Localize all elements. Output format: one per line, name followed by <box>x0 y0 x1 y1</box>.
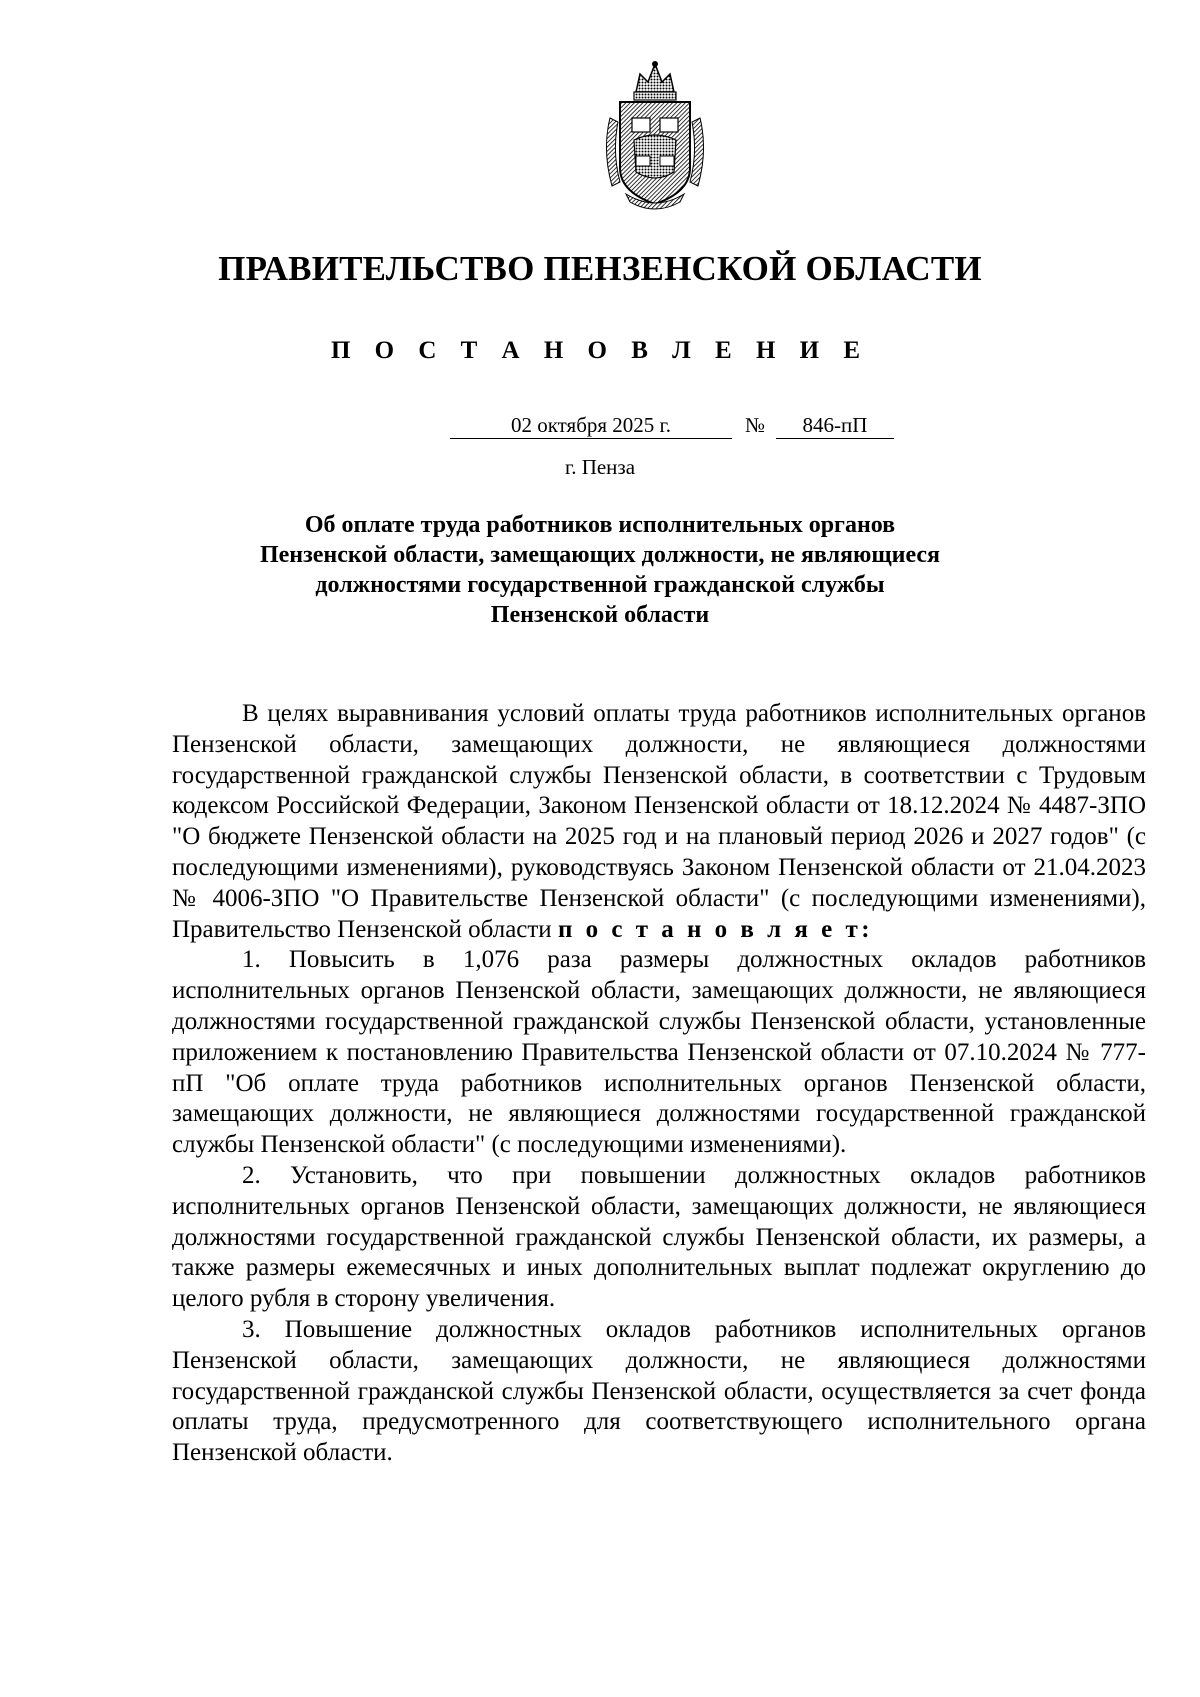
preamble-text: В целях выравнивания условий оплаты труда работников исполнительных органов Пензенской области, замещающих должности, не являющиеся должностями государственной гражданской службы Пензенской области, в соответствии с Трудовым кодексом Российской Федерации, Законом Пензенской области от 18.12.2024 № 4487-ЗПО "О бюджете Пензенской области на 2025 год и на плановый период 2026 и 2027 годов" (с последующими изменениями), руководствуясь Законом Пензенской области от 21.04.2023 № 4006-ЗПО "О Правительстве Пензенской области" (с последующими изменениями), Правительство Пензенской области <box>172 700 1146 943</box>
subject-line: Об оплате труда работников исполнительных органов <box>304 512 896 538</box>
date-number-line <box>0 410 1200 442</box>
coat-of-arms-emblem <box>596 60 714 210</box>
item-3-paragraph: 3. Повышение должностных окладов работников исполнительных органов Пензенской области, замещающих должности, не являющиеся должностями государственной гражданской службы Пензенской области, осуществляется за счет фонда оплаты труда, предусмотренного для соответствующего исполнительного органа Пензенской области. <box>172 1315 1146 1467</box>
subject-line: Пензенской области, замещающих должности, не являющиеся <box>259 542 941 568</box>
document-date: 02 октября 2025 г. <box>450 410 732 439</box>
document-number: 846-пП <box>776 410 894 439</box>
resolves-word: п о с т а н о в л я е т: <box>557 915 874 943</box>
subject-line: Пензенской области <box>490 602 710 628</box>
item-2-paragraph: 2. Установить, что при повышении должностных окладов работников исполнительных органов Пензенской области, замещающих должности, не являющиеся должностями государственной гражданской службы Пензенской области, их размеры, а также размеры ежемесячных и иных дополнительных выплат подлежат округлению до целого рубля в сторону увеличения. <box>172 1161 1146 1313</box>
subject-line: должностями государственной гражданской службы <box>315 572 885 598</box>
preamble-paragraph <box>172 699 1146 945</box>
organization-title: ПРАВИТЕЛЬСТВО ПЕНЗЕНСКОЙ ОБЛАСТИ <box>218 249 982 288</box>
document-type-heading: П О С Т А Н О В Л Е Н И Е <box>330 337 870 364</box>
item-1-paragraph: 1. Повысить в 1,076 раза размеры должностных окладов работников исполнительных органов Пензенской области, замещающих должности, не являющиеся должностями государственной гражданской службы Пензенской области, установленные приложением к постановлению Правительства Пензенской области от 07.10.2024 № 777-пП "Об оплате труда работников исполнительных органов Пензенской области, замещающих должности, не являющиеся должностями государственной гражданской службы Пензенской области" (с последующими изменениями). <box>172 946 1146 1159</box>
document-body <box>172 699 1146 1469</box>
document-subject <box>200 510 1000 630</box>
number-sign: № <box>744 413 766 437</box>
document-city: г. Пенза <box>564 455 636 479</box>
